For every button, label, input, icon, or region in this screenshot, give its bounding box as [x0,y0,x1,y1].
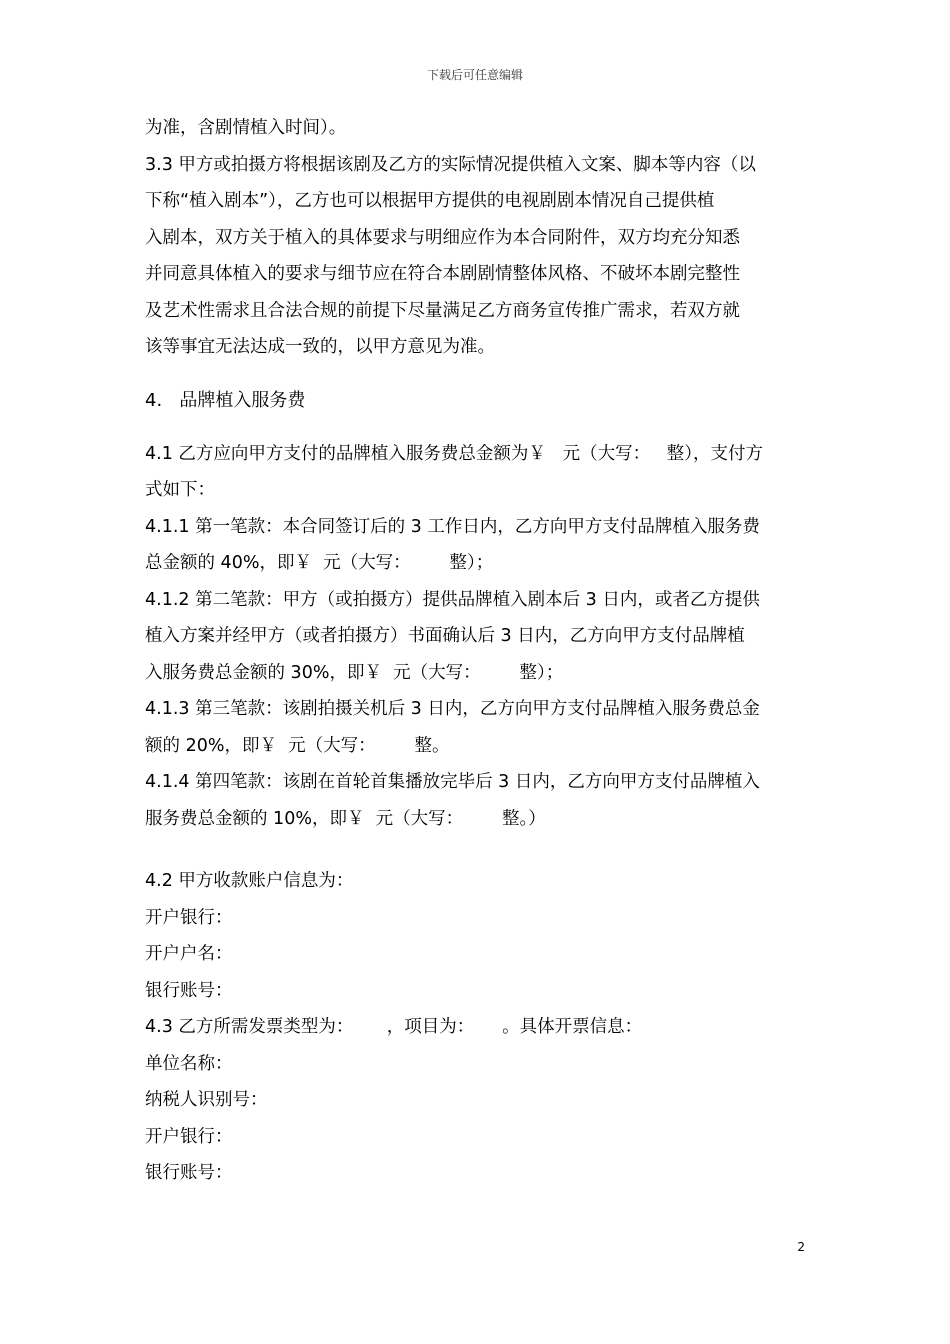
text-line: 纳税人识别号： [145,1090,268,1110]
text-line: 4.1.4 第四笔款：该剧在首轮首集播放完毕后 3 日内，乙方向甲方支付品牌植入 [145,772,760,792]
text-line: 服务费总金额的 10%，即￥ 元（大写： 整。） [145,808,546,829]
text-line: 及艺术性需求且合法合规的前提下尽量满足乙方商务宣传推广需求，若双方就 [145,300,740,321]
text-line: 4.3 乙方所需发票类型为： ，项目为： 。具体开票信息： [145,1017,643,1037]
text-line: 入服务费总金额的 30%，即￥ 元（大写： 整）； [145,662,564,683]
section-heading: 4. 品牌植入服务费 [145,389,306,411]
text-line: 银行账号： [145,980,233,1001]
paragraph-4-1 [145,436,810,838]
text-line: 银行账号： [145,1163,233,1183]
text-line: 植入方案并经甲方（或者拍摄方）书面确认后 3 日内，乙方向甲方支付品牌植 [145,626,745,646]
text-line: 开户户名： [145,944,233,964]
text-line: 4.1.1 第一笔款：本合同签订后的 3 工作日内，乙方向甲方支付品牌植入服务费 [145,516,760,537]
text-line: 4.1.3 第三笔款：该剧拍摄关机后 3 日内，乙方向甲方支付品牌植入服务费总金 [145,699,760,719]
text-line: 下称“植入剧本”），乙方也可以根据甲方提供的电视剧剧本情况自己提供植 [145,191,715,211]
text-line: 3.3 甲方或拍摄方将根据该剧及乙方的实际情况提供植入文案、脚本等内容（以 [145,154,756,175]
spacer [145,837,810,863]
text-line: 入剧本，双方关于植入的具体要求与明细应作为本合同附件，双方均充分知悉 [145,227,740,248]
page-number: 2 [797,1240,805,1254]
text-line: 总金额的 40%，即￥ 元（大写： 整）； [145,553,494,573]
text-line: 4.1.2 第二笔款：甲方（或拍摄方）提供品牌植入剧本后 3 日内，或者乙方提供 [145,589,760,610]
text-line: 单位名称： [145,1053,233,1074]
paragraph-3-3 [145,110,810,366]
document-body [145,110,810,1192]
text-line: 并同意具体植入的要求与细节应在符合本剧剧情整体风格、不破坏本剧完整性 [145,264,740,284]
paragraph-4-3 [145,1009,810,1192]
text-line: 4.2 甲方收款账户信息为： [145,871,354,891]
text-line: 式如下： [145,480,215,500]
text-line: 开户银行： [145,1126,233,1147]
text-line: 为准，含剧情植入时间）。 [145,118,347,138]
text-line: 该等事宜无法达成一致的，以甲方意见为准。 [145,337,495,357]
text-line: 4.1 乙方应向甲方支付的品牌植入服务费总金额为￥ 元（大写： 整），支付方 [145,443,764,464]
text-line: 额的 20%，即￥ 元（大写： 整。 [145,735,450,756]
page-header: 下载后可任意编辑 [426,68,523,82]
text-line: 开户银行： [145,907,233,928]
paragraph-4-2 [145,863,810,1009]
